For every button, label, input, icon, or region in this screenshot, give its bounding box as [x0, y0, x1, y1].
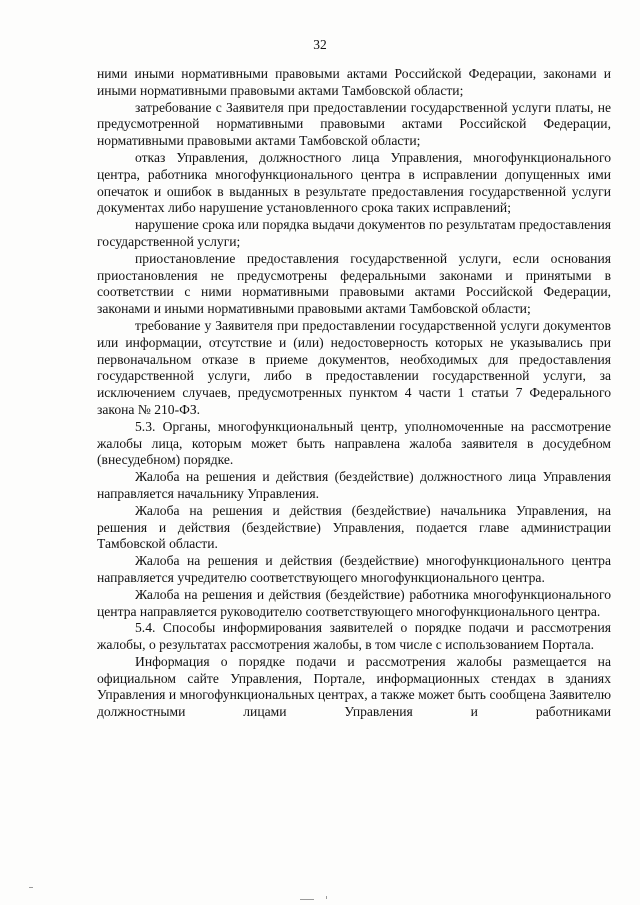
- paragraph-6: требование у Заявителя при предоставлении государственной услуги документов или информации, отсутствие и (или) недостоверность которых не указывались при первоначальном отказе в приеме документов, необходимых для предоставления государственной услуги, либо в предоставлении государственной услуги, за исключением случаев, предусмотренных пунктом 4 части 1 статьи 7 Федерального закона № 210-ФЗ.: [97, 317, 611, 417]
- paragraph-4: нарушение срока или порядка выдачи документов по результатам предоставления государственной услуги;: [97, 217, 611, 249]
- section-5-3: 5.3. Органы, многофункциональный центр, уполномоченные на рассмотрение жалобы лица, которым может быть направлена жалоба заявителя в досудебном (внесудебном) порядке.: [97, 418, 611, 468]
- paragraph-13: Информация о порядке подачи и рассмотрения жалобы размещается на официальном сайте Управления, Портале, информационных стендах в зданиях Управления и многофункциональных центрах, а также может быть сообщена Заявителю должностными лицами Управления и работниками: [97, 653, 611, 720]
- paragraph-5: приостановление предоставления государственной услуги, если основания приостановления не предусмотрены федеральными законами и принятыми в соответствии с ними нормативными правовыми актами Российской Федерации, законами и иными нормативными правовыми актами Тамбовской области;: [97, 250, 611, 317]
- page-number: 32: [313, 37, 327, 52]
- paragraph-3: отказ Управления, должностного лица Управления, многофункционального центра, работника многофункционального центра в исправлении допущенных ими опечаток и ошибок в выданных в результате предоставления государственной услуги документах либо нарушение установленного срока таких исправлений;: [97, 149, 611, 216]
- scan-artifact-center: [300, 899, 314, 900]
- paragraph-9: Жалоба на решения и действия (бездействие) начальника Управления, на решения и действия (бездействие) Управления, подается главе администрации Тамбовской области.: [97, 502, 611, 552]
- paragraph-10: Жалоба на решения и действия (бездействие) многофункционального центра направляется учредителю соответствующего многофункционального центра.: [97, 553, 611, 585]
- paragraph-8: Жалоба на решения и действия (бездействие) должностного лица Управления направляется начальнику Управления.: [97, 469, 611, 501]
- paragraph-1: ними иными нормативными правовыми актами Российской Федерации, законами и иными нормативными правовыми актами Тамбовской области;: [97, 66, 611, 98]
- document-body: [97, 66, 611, 721]
- section-5-4: 5.4. Способы информирования заявителей о порядке подачи и рассмотрения жалобы, о результатах рассмотрения жалобы, в том числе с использованием Портала.: [97, 620, 611, 653]
- scan-artifact-left: [29, 887, 33, 888]
- paragraph-2: затребование с Заявителя при предоставлении государственной услуги платы, не предусмотренной нормативными правовыми актами Российской Федерации, нормативными правовыми актами Тамбовской области;: [97, 99, 611, 149]
- paragraph-11: Жалоба на решения и действия (бездействие) работника многофункционального центра направляется руководителю соответствующего многофункционального центра.: [97, 586, 611, 619]
- scan-artifact-tick: [326, 896, 327, 899]
